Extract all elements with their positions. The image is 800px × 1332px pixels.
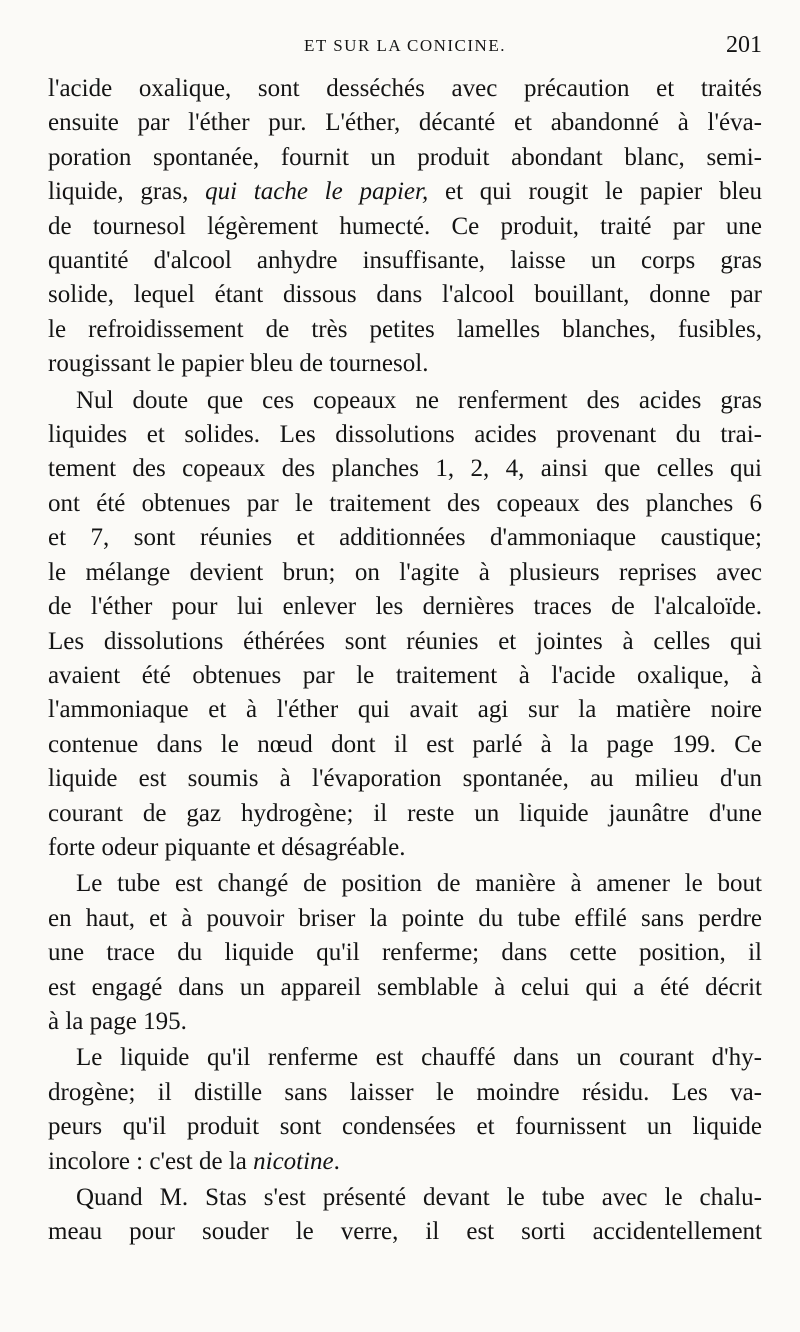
text-line: drogène; il distille sans laisser le moindre résidu. Les va- bbox=[48, 1078, 762, 1106]
text-line: avaient été obtenues par le traitement à l'acide oxalique, à bbox=[48, 661, 762, 689]
text-line: le refroidissement de très petites lamelles blanches, fusibles, bbox=[48, 315, 762, 343]
text-fragment: . bbox=[333, 1147, 340, 1175]
text-line: à la page 195. bbox=[48, 1007, 187, 1035]
text-line: solide, lequel étant dissous dans l'alcool bouillant, donne par bbox=[48, 281, 762, 309]
text-line: Le liquide qu'il renferme est chauffé dans un courant d'hy- bbox=[76, 1044, 762, 1072]
text-line: courant de gaz hydrogène; il reste un liquide jaunâtre d'une bbox=[48, 799, 762, 827]
text-line: contenue dans le nœud dont il est parlé à la page 199. Ce bbox=[48, 730, 762, 758]
text-fragment: incolore : c'est de la bbox=[48, 1147, 254, 1175]
text-line: est engagé dans un appareil semblable à celui qui a été décrit bbox=[48, 973, 762, 1001]
text-line: Les dissolutions éthérées sont réunies et jointes à celles qui bbox=[48, 627, 762, 655]
text-line: ont été obtenues par le traitement des copeaux des planches 6 bbox=[48, 489, 762, 517]
italic-phrase: qui tache le papier, bbox=[205, 178, 429, 206]
paragraph-5 bbox=[48, 1181, 762, 1250]
text-line: Le tube est changé de position de manière à amener le bout bbox=[76, 870, 762, 898]
text-line: liquides et solides. Les dissolutions acides provenant du trai- bbox=[48, 421, 762, 449]
text-line bbox=[48, 1145, 762, 1179]
running-head: ET SUR LA CONICINE. bbox=[304, 36, 506, 55]
page-header bbox=[48, 30, 762, 64]
text-line: meau pour souder le verre, il est sorti accidentellement bbox=[48, 1218, 762, 1246]
text-line: quantité d'alcool anhydre insuffisante, laisse un corps gras bbox=[48, 247, 762, 275]
text-line: une trace du liquide qu'il renferme; dans cette position, il bbox=[48, 939, 762, 967]
text-line: et 7, sont réunies et additionnées d'ammoniaque caustique; bbox=[48, 524, 762, 552]
text-line: peurs qu'il produit sont condensées et fournissent un liquide bbox=[48, 1113, 762, 1141]
text-line: l'ammoniaque et à l'éther qui avait agi sur la matière noire bbox=[48, 696, 762, 724]
paragraph-4 bbox=[48, 1041, 762, 1179]
page-number: 201 bbox=[726, 32, 762, 58]
text-line bbox=[48, 175, 762, 209]
text-line: rougissant le papier bleu de tournesol. bbox=[48, 350, 429, 378]
text-line: de l'éther pour lui enlever les dernières traces de l'alcaloïde. bbox=[48, 593, 762, 621]
text-line: liquide est soumis à l'évaporation spontanée, au milieu d'un bbox=[48, 765, 762, 793]
paragraph-1 bbox=[48, 72, 762, 382]
paragraph-3 bbox=[48, 867, 762, 1039]
text-line: l'acide oxalique, sont desséchés avec précaution et traités bbox=[48, 75, 762, 102]
text-line: de tournesol légèrement humecté. Ce produit, traité par une bbox=[48, 212, 762, 240]
text-line: poration spontanée, fournit un produit abondant blanc, semi- bbox=[48, 143, 762, 171]
text-line: forte odeur piquante et désagréable. bbox=[48, 833, 406, 861]
text-line: le mélange devient brun; on l'agite à plusieurs reprises avec bbox=[48, 558, 762, 586]
text-line: Nul doute que ces copeaux ne renferment des acides gras bbox=[76, 386, 762, 414]
text-line: Quand M. Stas s'est présenté devant le tube avec le chalu- bbox=[76, 1184, 762, 1211]
body-text bbox=[48, 72, 762, 1250]
text-line: ensuite par l'éther pur. L'éther, décanté et abandonné à l'éva- bbox=[48, 109, 762, 137]
text-fragment: et qui rougit le papier bleu bbox=[428, 178, 762, 206]
italic-word: nicotine bbox=[253, 1147, 334, 1175]
text-line: en haut, et à pouvoir briser la pointe du tube effilé sans perdre bbox=[48, 904, 762, 932]
text-fragment: liquide, gras, bbox=[48, 178, 206, 206]
text-line: tement des copeaux des planches 1, 2, 4, ainsi que celles qui bbox=[48, 455, 762, 483]
paragraph-2 bbox=[48, 384, 762, 866]
